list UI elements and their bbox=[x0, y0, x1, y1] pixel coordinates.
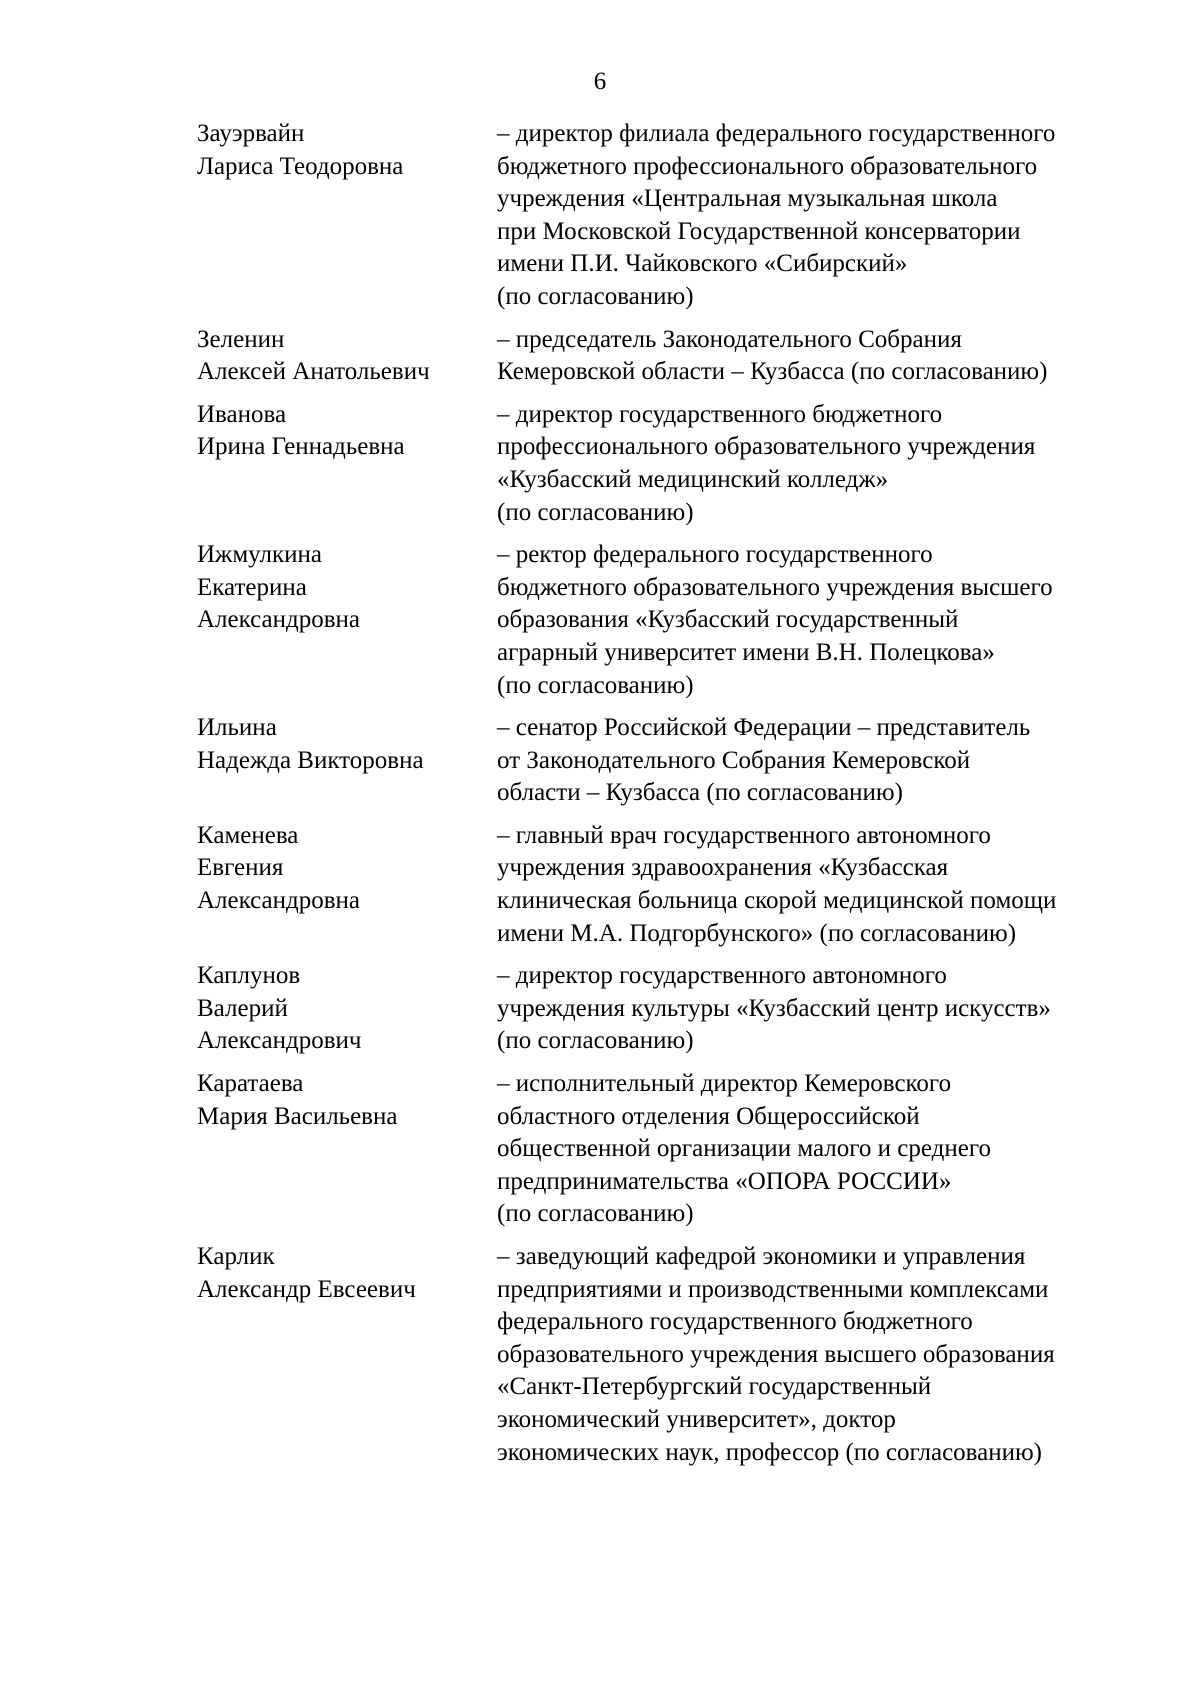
member-list bbox=[197, 118, 1157, 1479]
name-line: Валерий bbox=[197, 994, 288, 1022]
member-entry bbox=[197, 712, 1157, 810]
description-line: при Московской Государственной консерватории bbox=[497, 217, 1021, 245]
name-line: Карлик bbox=[197, 1243, 275, 1270]
name-line: Иванова bbox=[197, 400, 287, 428]
description-line: – исполнительный директор Кемеровского bbox=[497, 1070, 952, 1098]
description-line: – директор филиала федерального государственного bbox=[497, 120, 1056, 147]
description-line: области – Кузбасса (по согласованию) bbox=[497, 779, 903, 807]
description-line: аграрный университет имени В.Н. Полецкова» bbox=[497, 638, 995, 666]
description-line: учреждения здравоохранения «Кузбасская bbox=[497, 854, 949, 882]
description-line: имени М.А. Подгорбунского» (по согласованию) bbox=[497, 919, 1017, 947]
description-line: клиническая больница скорой медицинской помощи bbox=[497, 887, 1057, 915]
member-description bbox=[497, 1068, 1157, 1231]
description-line: «Санкт-Петербургский государственный bbox=[497, 1373, 932, 1401]
member-name bbox=[197, 960, 497, 1058]
name-line: Каплунов bbox=[197, 962, 301, 990]
name-line: Мария Васильевна bbox=[197, 1102, 398, 1130]
member-name bbox=[197, 712, 497, 810]
member-description bbox=[497, 960, 1157, 1058]
member-description bbox=[497, 118, 1157, 314]
description-line: – главный врач государственного автономного bbox=[497, 821, 991, 849]
name-line: Надежда Викторовна bbox=[197, 746, 424, 774]
name-line: Екатерина bbox=[197, 573, 307, 601]
name-line: Лариса Теодоровна bbox=[197, 152, 404, 180]
description-line: профессионального образовательного учреждения bbox=[497, 433, 1036, 461]
description-line: образовательного учреждения высшего образования bbox=[497, 1340, 1055, 1368]
name-line: Зауэрвайн bbox=[197, 120, 305, 147]
member-name bbox=[197, 118, 497, 314]
description-line: экономических наук, профессор (по согласованию) bbox=[497, 1438, 1042, 1466]
member-entry bbox=[197, 820, 1157, 950]
member-description bbox=[497, 712, 1157, 810]
member-entry bbox=[197, 539, 1157, 702]
name-line: Евгения bbox=[197, 854, 284, 882]
description-line: учреждения культуры «Кузбасский центр искусств» bbox=[497, 994, 1051, 1022]
description-line: предприятиями и производственными комплексами bbox=[497, 1275, 1049, 1303]
description-line: – сенатор Российской Федерации – представитель bbox=[497, 714, 1031, 742]
name-line: Александр Евсеевич bbox=[197, 1275, 416, 1303]
description-line: – заведующий кафедрой экономики и управления bbox=[497, 1243, 1026, 1270]
member-entry bbox=[197, 399, 1157, 529]
description-line: – директор государственного бюджетного bbox=[497, 400, 943, 428]
name-line: Ильина bbox=[197, 714, 277, 742]
description-line: – ректор федерального государственного bbox=[497, 541, 933, 569]
description-line: (по согласованию) bbox=[497, 671, 694, 699]
description-line: «Кузбасский медицинский колледж» bbox=[497, 465, 889, 493]
member-description bbox=[497, 539, 1157, 702]
member-name bbox=[197, 324, 497, 389]
member-description bbox=[497, 1241, 1157, 1469]
description-line: бюджетного образовательного учреждения высшего bbox=[497, 573, 1053, 601]
description-line: Кемеровской области – Кузбасса (по согласованию) bbox=[497, 358, 1048, 386]
description-line: экономический университет», доктор bbox=[497, 1405, 896, 1433]
description-line: общественной организации малого и среднего bbox=[497, 1135, 991, 1163]
description-line: (по согласованию) bbox=[497, 1200, 694, 1228]
name-line: Алексей Анатольевич bbox=[197, 358, 430, 386]
member-entry bbox=[197, 324, 1157, 389]
name-line: Каратаева bbox=[197, 1070, 304, 1098]
name-line: Александрович bbox=[197, 1027, 362, 1055]
description-line: предпринимательства «ОПОРА РОССИИ» bbox=[497, 1167, 952, 1195]
member-name bbox=[197, 399, 497, 529]
description-line: имени П.И. Чайковского «Сибирский» bbox=[497, 250, 908, 278]
description-line: (по согласованию) bbox=[497, 282, 694, 310]
description-line: бюджетного профессионального образовательного bbox=[497, 152, 1038, 180]
description-line: (по согласованию) bbox=[497, 498, 694, 526]
member-description bbox=[497, 399, 1157, 529]
member-name bbox=[197, 1241, 497, 1469]
description-line: областного отделения Общероссийской bbox=[497, 1102, 920, 1130]
member-entry bbox=[197, 118, 1157, 314]
member-description bbox=[497, 820, 1157, 950]
description-line: федерального государственного бюджетного bbox=[497, 1308, 973, 1336]
name-line: Александровна bbox=[197, 887, 361, 915]
description-line: – директор государственного автономного bbox=[497, 962, 947, 990]
member-entry bbox=[197, 1241, 1157, 1469]
member-entry bbox=[197, 960, 1157, 1058]
description-line: от Законодательного Собрания Кемеровской bbox=[497, 746, 971, 774]
description-line: – председатель Законодательного Собрания bbox=[497, 325, 962, 353]
page-number: 6 bbox=[593, 68, 607, 95]
description-line: учреждения «Центральная музыкальная школа bbox=[497, 185, 998, 213]
name-line: Александровна bbox=[197, 606, 361, 634]
description-line: (по согласованию) bbox=[497, 1027, 694, 1055]
member-name bbox=[197, 820, 497, 950]
name-line: Зеленин bbox=[197, 325, 285, 353]
name-line: Ирина Геннадьевна bbox=[197, 433, 405, 461]
name-line: Каменева bbox=[197, 821, 299, 849]
description-line: образования «Кузбасский государственный bbox=[497, 606, 959, 634]
member-entry bbox=[197, 1068, 1157, 1231]
member-name bbox=[197, 1068, 497, 1231]
name-line: Ижмулкина bbox=[197, 541, 323, 569]
member-description bbox=[497, 324, 1157, 389]
member-name bbox=[197, 539, 497, 702]
